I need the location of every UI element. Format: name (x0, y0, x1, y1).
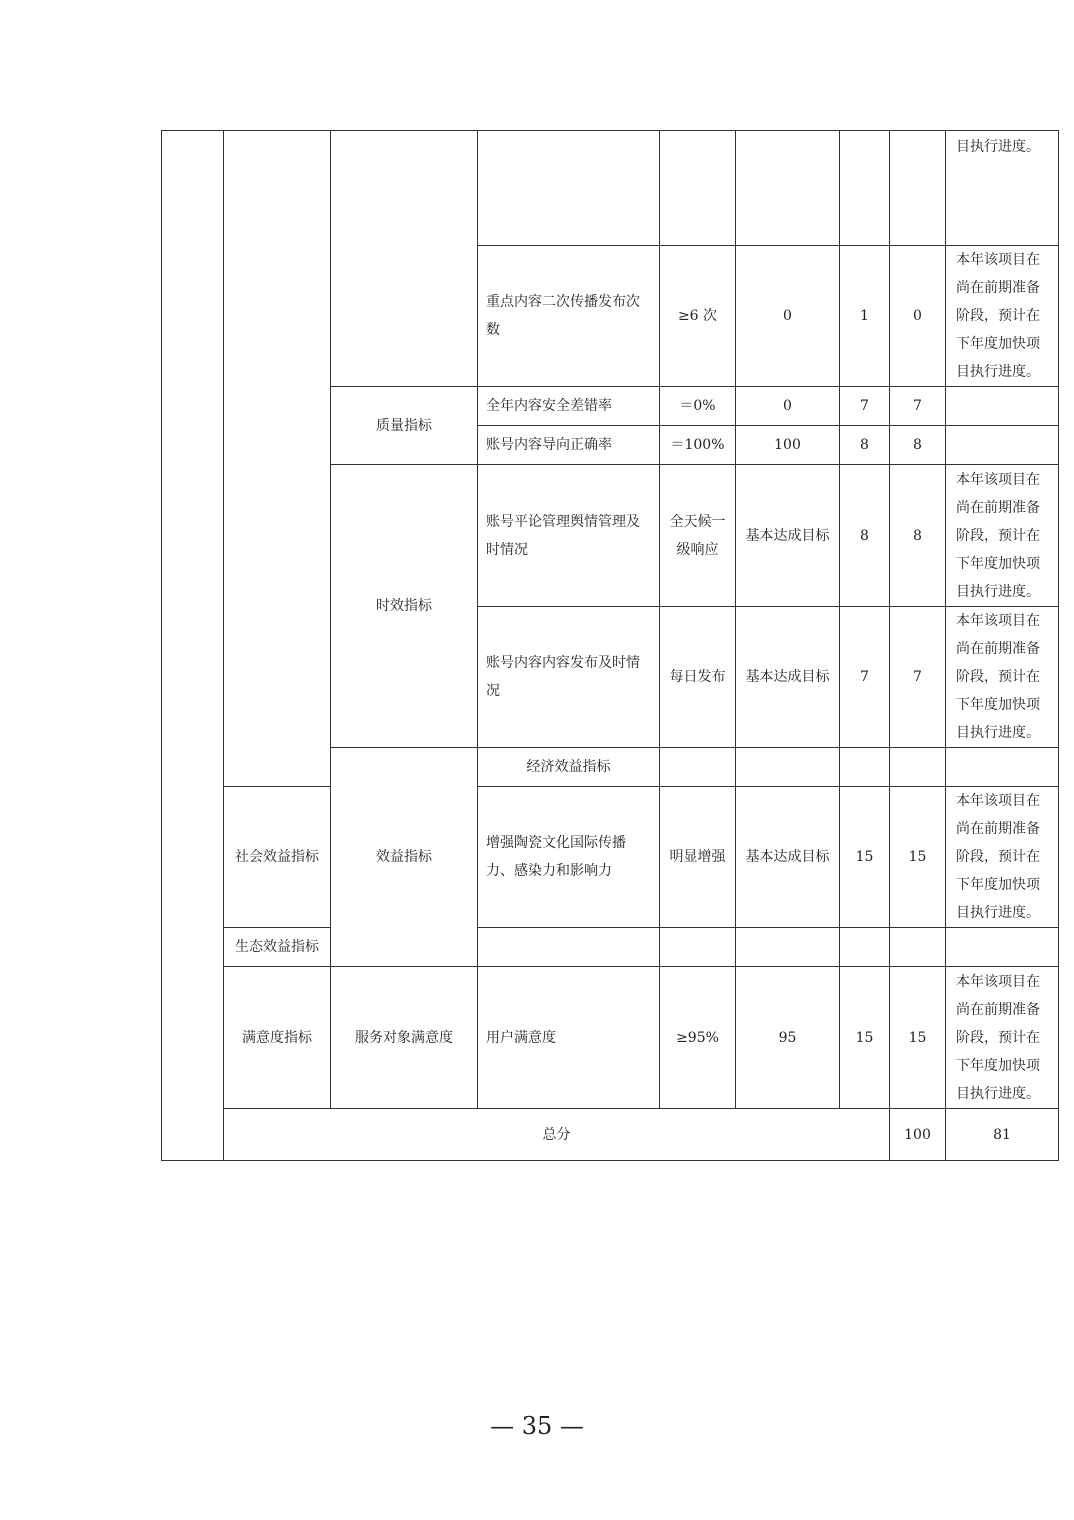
weight-cell: 7 (840, 607, 890, 748)
economic-benefit-label: 经济效益指标 (478, 748, 660, 787)
note-cell: 目执行进度。 (946, 131, 1059, 246)
actual-cell: 基本达成目标 (736, 465, 840, 607)
table-row (162, 928, 1059, 967)
score-cell: 8 (890, 465, 946, 607)
indicator-cell: 增强陶瓷文化国际传播力、感染力和影响力 (478, 787, 660, 928)
note-cell (946, 387, 1059, 426)
note-cell: 本年该项目在尚在前期准备阶段，预计在下年度加快项目执行进度。 (946, 607, 1059, 748)
indicator-cell: 账号内容内容发布及时情况 (478, 607, 660, 748)
actual-cell: 0 (736, 387, 840, 426)
indicator-cell: 账号平论管理舆情管理及时情况 (478, 465, 660, 607)
social-benefit-label: 社会效益指标 (224, 787, 331, 928)
actual-cell: 基本达成目标 (736, 607, 840, 748)
total-weight: 100 (890, 1109, 946, 1161)
target-cell: ＝0% (660, 387, 736, 426)
target-cell: ≥95% (660, 967, 736, 1109)
indicator-cell: 账号内容导向正确率 (478, 426, 660, 465)
level2-cell (331, 131, 478, 387)
total-score: 81 (946, 1109, 1059, 1161)
table-row (162, 131, 1059, 246)
score-cell: 15 (890, 787, 946, 928)
indicator-cell: 用户满意度 (478, 967, 660, 1109)
weight-cell: 8 (840, 426, 890, 465)
note-cell: 本年该项目在尚在前期准备阶段，预计在下年度加快项目执行进度。 (946, 246, 1059, 387)
target-cell: ＝100% (660, 426, 736, 465)
target-cell: ≥6 次 (660, 246, 736, 387)
weight-cell: 8 (840, 465, 890, 607)
level1-cell (224, 131, 331, 787)
score-cell: 0 (890, 246, 946, 387)
performance-table (161, 130, 1059, 1161)
target-cell: 全天候一级响应 (660, 465, 736, 607)
category-cell (162, 131, 224, 1161)
weight-cell: 7 (840, 387, 890, 426)
score-cell: 7 (890, 387, 946, 426)
total-label: 总分 (224, 1109, 890, 1161)
target-cell: 每日发布 (660, 607, 736, 748)
table-row (162, 967, 1059, 1109)
indicator-cell: 重点内容二次传播发布次数 (478, 246, 660, 387)
weight-cell: 15 (840, 787, 890, 928)
actual-cell: 0 (736, 246, 840, 387)
indicator-cell: 全年内容安全差错率 (478, 387, 660, 426)
page-number: — 35 — (490, 1412, 584, 1440)
total-row (162, 1109, 1059, 1161)
table-row (162, 787, 1059, 928)
satisfaction-indicator-label: 满意度指标 (224, 967, 331, 1109)
benefit-indicator-label: 效益指标 (331, 748, 478, 967)
actual-cell: 100 (736, 426, 840, 465)
score-cell: 7 (890, 607, 946, 748)
target-cell: 明显增强 (660, 787, 736, 928)
actual-cell: 基本达成目标 (736, 787, 840, 928)
score-cell: 8 (890, 426, 946, 465)
quality-indicator-label: 质量指标 (331, 387, 478, 465)
weight-cell: 1 (840, 246, 890, 387)
ecological-benefit-label: 生态效益指标 (224, 928, 331, 967)
score-cell: 15 (890, 967, 946, 1109)
satisfaction-sub-label: 服务对象满意度 (331, 967, 478, 1109)
note-cell: 本年该项目在尚在前期准备阶段，预计在下年度加快项目执行进度。 (946, 967, 1059, 1109)
weight-cell: 15 (840, 967, 890, 1109)
actual-cell: 95 (736, 967, 840, 1109)
note-cell: 本年该项目在尚在前期准备阶段，预计在下年度加快项目执行进度。 (946, 787, 1059, 928)
note-cell: 本年该项目在尚在前期准备阶段，预计在下年度加快项目执行进度。 (946, 465, 1059, 607)
note-cell (946, 426, 1059, 465)
timeliness-indicator-label: 时效指标 (331, 465, 478, 748)
